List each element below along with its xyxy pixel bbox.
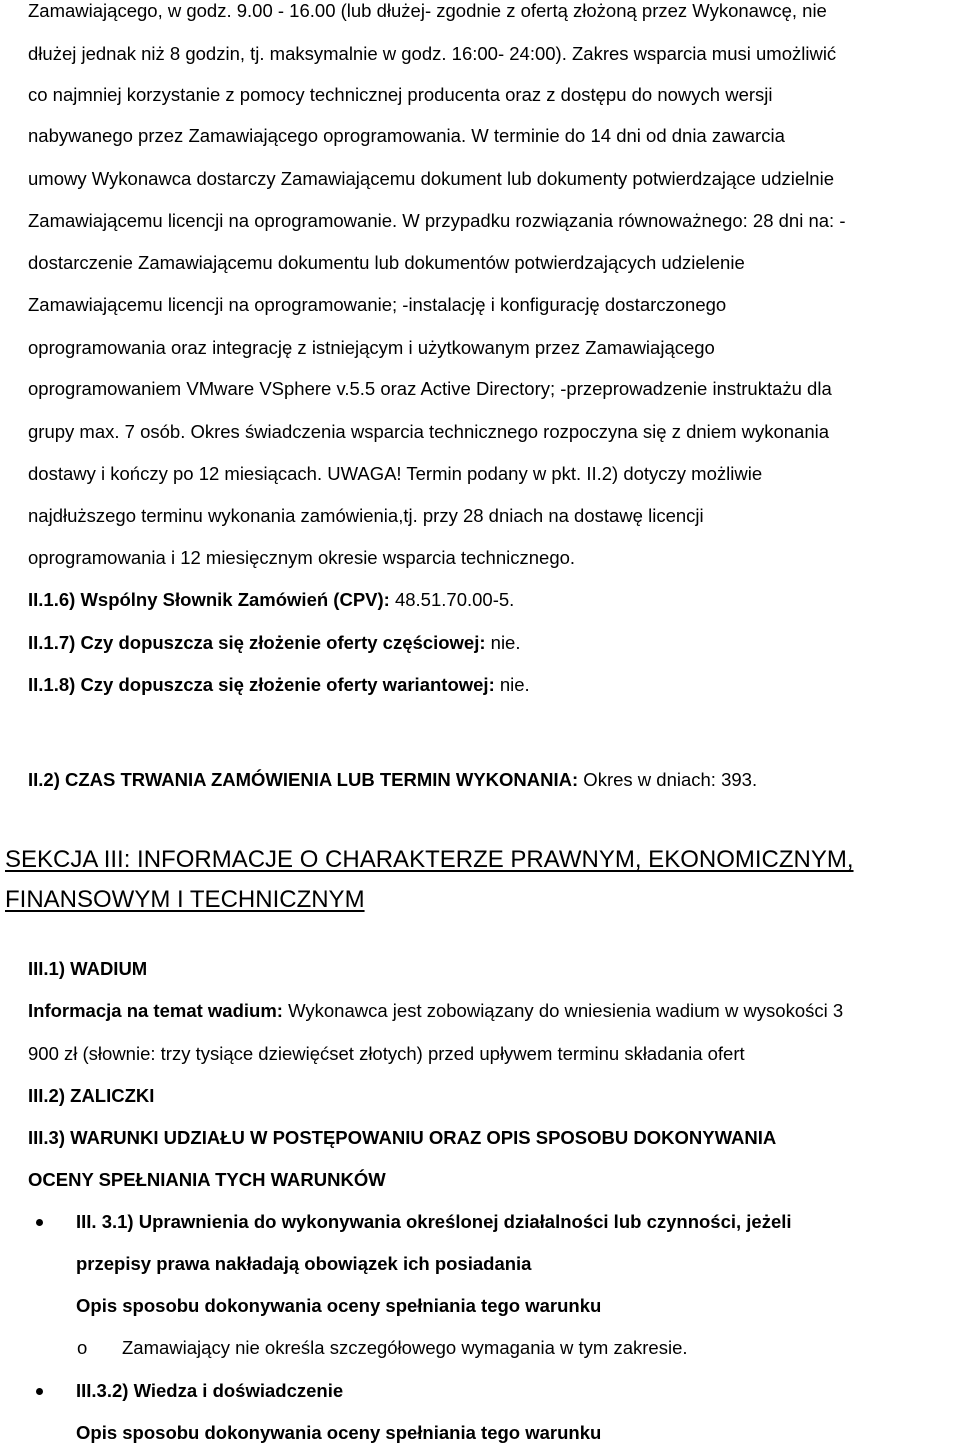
item-description-label: Opis sposobu dokonywania oceny spełniania tego warunku: [76, 1295, 602, 1316]
bullet-icon: [36, 1388, 43, 1395]
circle-bullet-icon: o: [77, 1337, 88, 1358]
variant-offer-value: nie.: [494, 674, 530, 695]
paragraph-line: Zamawiającego, w godz. 9.00 - 16.00 (lub dłużej- zgodnie z ofertą złożoną przez Wykonawcę, nie: [28, 0, 827, 21]
item-title: III. 3.1) Uprawnienia do wykonywania określonej działalności lub czynności, jeżeli: [76, 1211, 792, 1232]
variant-offer-label: II.1.8) Czy dopuszcza się złożenie oferty wariantowej:: [28, 674, 495, 695]
item-description-label: Opis sposobu dokonywania oceny spełniania tego warunku: [76, 1422, 602, 1443]
wadium-info-text: Wykonawca jest zobowiązany do wniesienia wadium w wysokości 3: [282, 1000, 844, 1021]
duration-value: Okres w dniach: 393.: [578, 769, 758, 790]
duration-label: II.2) CZAS TRWANIA ZAMÓWIENIA LUB TERMIN WYKONANIA:: [28, 769, 579, 790]
wadium-info: [28, 1000, 843, 1022]
paragraph-line: nabywanego przez Zamawiającego oprogramowania. W terminie do 14 dni od dnia zawarcia: [28, 125, 785, 146]
cpv-label: II.1.6) Wspólny Słownik Zamówień (CPV):: [28, 589, 390, 610]
item-title: przepisy prawa nakładają obowiązek ich posiadania: [76, 1253, 532, 1274]
warunki-heading: OCENY SPEŁNIANIA TYCH WARUNKÓW: [28, 1169, 386, 1190]
partial-offer-label: II.1.7) Czy dopuszcza się złożenie oferty częściowej:: [28, 632, 486, 653]
cpv-value: 48.51.70.00-5.: [389, 589, 515, 610]
paragraph-line: grupy max. 7 osób. Okres świadczenia wsparcia technicznego rozpoczyna się z dniem wykonania: [28, 421, 830, 442]
paragraph-line: Zamawiającemu licencji na oprogramowanie. W przypadku rozwiązania równoważnego: 28 dni na: -: [28, 210, 846, 231]
duration-entry: [28, 769, 757, 791]
variant-offer-entry: [28, 674, 530, 696]
wadium-info-line: 900 zł (słownie: trzy tysiące dziewięćset złotych) przed upływem terminu składania ofert: [28, 1043, 745, 1064]
paragraph-line: Zamawiającemu licencji na oprogramowanie; -instalację i konfigurację dostarczonego: [28, 294, 727, 315]
paragraph-line: oprogramowania oraz integrację z istniejącym i użytkowanym przez Zamawiającego: [28, 337, 715, 358]
bullet-icon: [36, 1219, 43, 1226]
section-title: FINANSOWYM I TECHNICZNYM: [5, 886, 365, 913]
item-sub-text: Zamawiający nie określa szczegółowego wymagania w tym zakresie.: [122, 1337, 688, 1358]
cpv-entry: [28, 589, 514, 611]
wadium-info-label: Informacja na temat wadium:: [28, 1000, 283, 1021]
wadium-heading: III.1) WADIUM: [28, 958, 148, 979]
paragraph-line: oprogramowania i 12 miesięcznym okresie wsparcia technicznego.: [28, 547, 576, 568]
zaliczki-heading: III.2) ZALICZKI: [28, 1085, 155, 1106]
section-title: SEKCJA III: INFORMACJE O CHARAKTERZE PRAWNYM, EKONOMICZNYM,: [5, 846, 854, 873]
paragraph-line: dłużej jednak niż 8 godzin, tj. maksymalnie w godz. 16:00- 24:00). Zakres wsparcia musi umożliwić: [28, 43, 837, 64]
partial-offer-entry: [28, 632, 520, 654]
paragraph-line: najdłuższego terminu wykonania zamówienia,tj. przy 28 dniach na dostawę licencji: [28, 505, 704, 526]
paragraph-line: umowy Wykonawca dostarczy Zamawiającemu dokument lub dokumenty potwierdzające udzielnie: [28, 168, 834, 189]
partial-offer-value: nie.: [485, 632, 521, 653]
paragraph-line: co najmniej korzystanie z pomocy technicznej producenta oraz z dostępu do nowych wersji: [28, 84, 773, 105]
warunki-heading: III.3) WARUNKI UDZIAŁU W POSTĘPOWANIU ORAZ OPIS SPOSOBU DOKONYWANIA: [28, 1127, 777, 1148]
paragraph-line: oprogramowaniem VMware VSphere v.5.5 oraz Active Directory; -przeprowadzenie instruktażu dla: [28, 378, 832, 399]
paragraph-line: dostawy i kończy po 12 miesiącach. UWAGA! Termin podany w pkt. II.2) dotyczy możliwie: [28, 463, 763, 484]
paragraph-line: dostarczenie Zamawiającemu dokumentu lub dokumentów potwierdzających udzielenie: [28, 252, 745, 273]
item-title: III.3.2) Wiedza i doświadczenie: [76, 1380, 344, 1401]
